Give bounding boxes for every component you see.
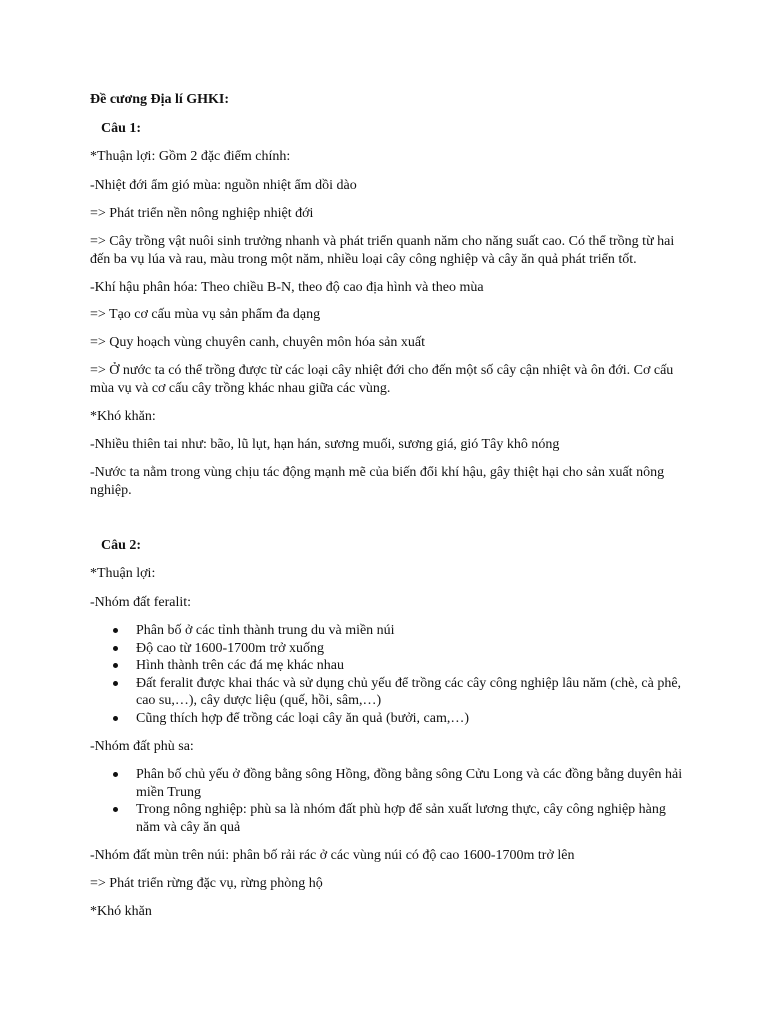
list-item-text: Cũng thích hợp để trồng các loại cây ăn quả (bưởi, cam,…) bbox=[136, 710, 470, 726]
q2-difficulties-label: *Khó khăn bbox=[90, 904, 152, 919]
bullet-icon bbox=[113, 681, 118, 686]
q1-climate-differentiation: -Khí hậu phân hóa: Theo chiều B-N, theo độ cao địa hình và theo mùa bbox=[90, 280, 484, 295]
q2-mountain-humus: -Nhóm đất mùn trên núi: phân bố rải rác ở các vùng núi có độ cao 1600-1700m trở lên bbox=[90, 848, 575, 863]
question-1-heading: Câu 1: bbox=[101, 121, 142, 136]
list-item-text: Phân bố chủ yếu ở đồng bằng sông Hồng, đồng bằng sông Cửu Long và các đồng bằng duyên hải miền Trung bbox=[136, 767, 683, 800]
bullet-icon bbox=[113, 807, 118, 812]
list-item bbox=[90, 675, 690, 710]
question-2-heading: Câu 2: bbox=[101, 538, 142, 553]
bullet-icon bbox=[113, 646, 118, 651]
q1-natural-disasters: -Nhiều thiên tai như: bão, lũ lụt, hạn hán, sương muối, sương giá, gió Tây khô nóng bbox=[90, 437, 560, 452]
q2-forest-development: => Phát triển rừng đặc vụ, rừng phòng hộ bbox=[90, 876, 323, 891]
list-item-text: Trong nông nghiệp: phù sa là nhóm đất phù hợp để sản xuất lương thực, cây công nghiệp hàng năm và cây ăn quả bbox=[136, 802, 666, 835]
q1-specialization: => Quy hoạch vùng chuyên canh, chuyên môn hóa sản xuất bbox=[90, 335, 425, 350]
alluvial-bullet-list bbox=[90, 766, 690, 836]
q1-tropical-agriculture: => Phát triển nền nông nghiệp nhiệt đới bbox=[90, 206, 314, 221]
list-item-text: Hình thành trên các đá mẹ khác nhau bbox=[136, 658, 344, 673]
list-item-text: Độ cao từ 1600-1700m trở xuống bbox=[136, 640, 325, 656]
bullet-icon bbox=[113, 663, 118, 668]
list-item bbox=[90, 640, 690, 658]
q2-feralit-heading: -Nhóm đất feralit: bbox=[90, 595, 192, 610]
document-title: Đề cương Địa lí GHKI: bbox=[90, 92, 230, 107]
q1-advantages-label: *Thuận lợi: Gồm 2 đặc điểm chính: bbox=[90, 149, 291, 164]
q2-alluvial-heading: -Nhóm đất phù sa: bbox=[90, 739, 194, 754]
list-item bbox=[90, 710, 690, 728]
q2-advantages-label: *Thuận lợi: bbox=[90, 566, 156, 581]
q1-difficulties-label: *Khó khăn: bbox=[90, 409, 156, 424]
feralit-bullet-list bbox=[90, 622, 690, 727]
bullet-icon bbox=[113, 772, 118, 777]
list-item bbox=[90, 657, 690, 675]
bullet-icon bbox=[113, 628, 118, 633]
q1-climate-change-paragraph: -Nước ta nằm trong vùng chịu tác động mạnh mẽ của biến đổi khí hậu, gây thiệt hại cho sản xuất nông nghiệp. bbox=[90, 465, 665, 498]
list-item bbox=[90, 622, 690, 640]
q1-tropical-climate: -Nhiệt đới ẩm gió mùa: nguồn nhiệt ẩm dồi dào bbox=[90, 178, 357, 193]
bullet-icon bbox=[113, 716, 118, 721]
q1-seasonal-structure: => Tạo cơ cấu mùa vụ sản phẩm đa dạng bbox=[90, 307, 321, 322]
list-item-text: Đất feralit được khai thác và sử dụng chủ yếu để trồng các cây công nghiệp lâu năm (chè, cà phê, cao su,…), cây dược liệu (quế, hồi, sâm,…) bbox=[136, 675, 682, 708]
list-item bbox=[90, 801, 690, 836]
list-item bbox=[90, 766, 690, 801]
q1-crop-variety-paragraph: => Ở nước ta có thể trồng được từ các loại cây nhiệt đới cho đến một số cây cận nhiệt và ôn đới. Cơ cấu mùa vụ và cơ cấu cây trồng khác nhau giữa các vùng. bbox=[90, 363, 674, 396]
q1-crops-paragraph: => Cây trồng vật nuôi sinh trưởng nhanh và phát triển quanh năm cho năng suất cao. Có thể trồng từ hai đến ba vụ lúa và rau, màu trong một năm, nhiều loại cây công nghiệp và cây ăn quả phát triển tốt. bbox=[90, 234, 675, 267]
list-item-text: Phân bố ở các tỉnh thành trung du và miền núi bbox=[136, 623, 395, 638]
